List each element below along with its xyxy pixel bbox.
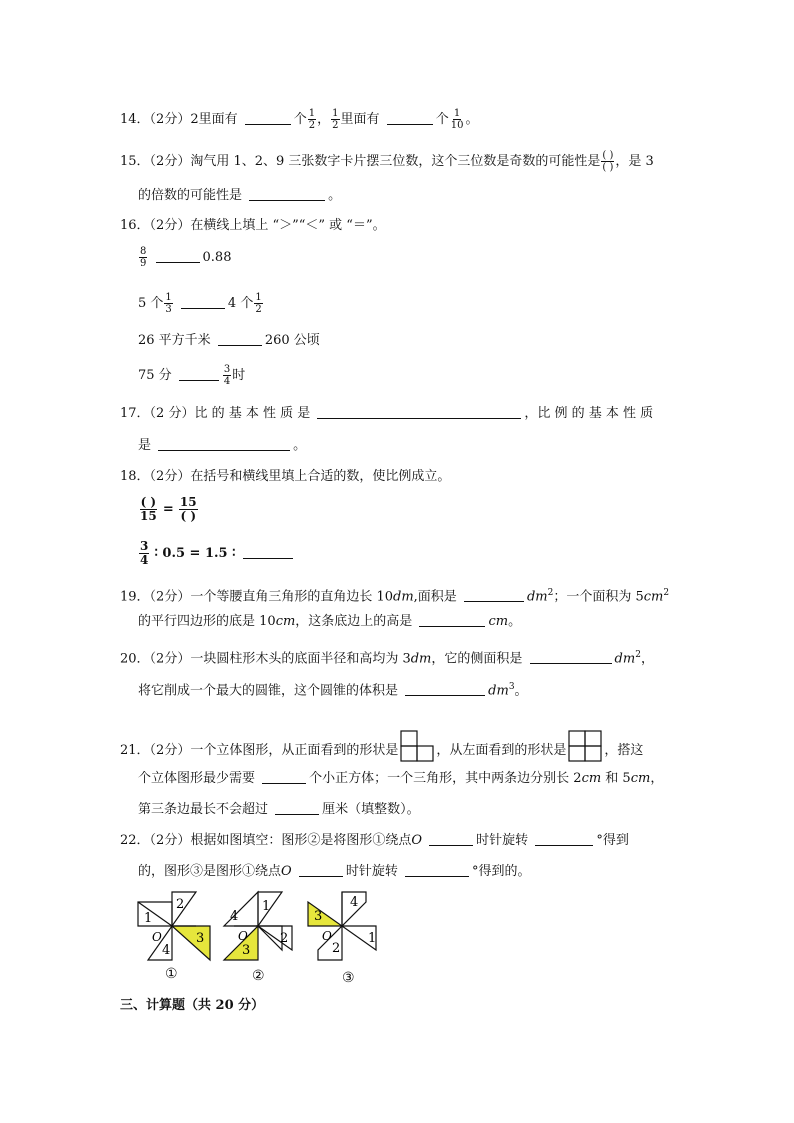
answer-blank[interactable] [405, 681, 485, 696]
fraction-blank[interactable]: $\frac{( )}{15}$ [140, 495, 157, 523]
point-o-label: O [152, 930, 162, 944]
question-14: 14．（2分）2里面有 个 $\frac{1}{2}$ ， $\frac{1}{2}$ 里面有 个 $\frac{1}{10}$ 。 [120, 108, 479, 131]
figure-label-3: ③ [342, 970, 355, 986]
pinwheel-figure-1 [136, 890, 212, 962]
answer-blank[interactable] [158, 436, 290, 451]
question-21: 21．（2分）一个立体图形，从正面看到的形状是 ，从左面看到的形状是 ，搭这 [120, 730, 643, 762]
fig-label: 3 [242, 943, 251, 958]
fraction: $\frac{3}{4}$ [140, 539, 149, 567]
fig-label: 3 [196, 931, 205, 946]
fraction: $\frac{1}{3}$ [165, 292, 172, 315]
fig-label: 4 [230, 909, 239, 924]
answer-blank[interactable] [249, 186, 325, 201]
proportion-2: $\frac{3}{4}$ ∶ 0.5 = 1.5 ∶ [138, 540, 296, 567]
fig-label: 3 [314, 909, 323, 924]
fig-label: 2 [280, 931, 289, 946]
front-view-icon [400, 730, 434, 762]
pinwheel-figure-2 [222, 890, 298, 962]
answer-blank[interactable] [299, 862, 343, 877]
fig-label: 1 [262, 899, 271, 914]
answer-blank[interactable] [317, 404, 521, 419]
question-22: 22．（2分）根据如图填空：图形②是将图形①绕点O 时针旋转 °得到 [120, 833, 629, 848]
question-17: 17．（2 分）比 的 基 本 性 质 是 ，比 例 的 基 本 性 质 [120, 406, 654, 421]
fraction: $\frac{1}{2}$ [308, 108, 316, 131]
fraction-blank[interactable]: $\frac{( )}{( )}$ [602, 150, 614, 173]
fig-label: 4 [162, 943, 171, 958]
answer-blank[interactable] [429, 831, 473, 846]
compare-row-4: 75 分 $\frac{3}{4}$ 时 [138, 364, 246, 387]
point-o-label: O [238, 929, 248, 943]
question-18: 18．（2分）在括号和横线里填上合适的数，使比例成立。 [120, 469, 451, 484]
answer-blank[interactable] [530, 649, 612, 664]
left-view-icon [568, 730, 602, 762]
answer-blank[interactable] [181, 294, 225, 309]
fig-label: 1 [368, 931, 377, 946]
question-15-cont: 的倍数的可能性是 。 [138, 188, 342, 203]
question-22-cont: 的，图形③是图形①绕点O 时针旋转 °得到的。 [138, 864, 531, 879]
fraction: $\frac{1}{2}$ [255, 292, 262, 315]
point-o-label: O [322, 929, 332, 943]
answer-blank[interactable] [464, 587, 524, 602]
compare-row-1: $\frac{8}{9}$ 0.88 [140, 246, 232, 269]
answer-blank[interactable] [387, 110, 433, 125]
answer-blank[interactable] [262, 769, 306, 784]
answer-blank[interactable] [243, 544, 293, 559]
compare-row-2: 5 个 $\frac{1}{3}$ 4 个 $\frac{1}{2}$ [138, 292, 262, 315]
fraction: $\frac{3}{4}$ [223, 364, 231, 387]
answer-blank[interactable] [179, 366, 219, 381]
question-21-cont2: 第三条边最长不会超过 厘米（填整数）。 [138, 802, 420, 817]
figure-label-1: ① [165, 966, 178, 982]
pinwheel-figure-3 [306, 890, 382, 962]
figure-label-2: ② [252, 968, 265, 984]
fraction: $\frac{1}{10}$ [450, 108, 464, 131]
proportion-1: $\frac{( )}{15}$ = $\frac{15}{( )}$ [140, 495, 197, 523]
answer-blank[interactable] [405, 862, 469, 877]
question-19-cont: 的平行四边形的底是 10cm，这条底边上的高是 cm。 [138, 614, 522, 629]
question-19: 19．（2分）一个等腰直角三角形的直角边长 10dm,面积是 $dm^2$；一个面积为 $5cm^2$ [120, 588, 670, 605]
answer-blank[interactable] [218, 331, 262, 346]
fraction: $\frac{8}{9}$ [140, 246, 147, 269]
fig-label: 2 [332, 941, 341, 956]
answer-blank[interactable] [156, 248, 200, 263]
fig-label: 4 [350, 895, 359, 910]
question-16: 16．（2分）在横线上填上 “＞”“＜” 或 “＝”。 [120, 218, 386, 233]
question-21-cont: 个立体图形最少需要 个小正方体；一个三角形，其中两条边分别长 2cm 和 5cm， [138, 771, 664, 786]
fig-label: 1 [144, 911, 153, 926]
compare-row-3: 26 平方千米 260 公顷 [138, 333, 320, 348]
answer-blank[interactable] [245, 110, 291, 125]
fig-label: 2 [176, 897, 185, 912]
fraction-blank[interactable]: $\frac{15}{( )}$ [179, 495, 197, 523]
answer-blank[interactable] [419, 612, 485, 627]
question-20-cont: 将它削成一个最大的圆锥，这个圆锥的体积是 $dm^3$。 [138, 682, 528, 699]
fraction: $\frac{1}{2}$ [332, 108, 339, 131]
answer-blank[interactable] [275, 800, 319, 815]
question-20: 20．（2分）一块圆柱形木头的底面半径和高均为 3dm，它的侧面积是 $dm^2$， [120, 650, 654, 667]
answer-blank[interactable] [535, 831, 593, 846]
question-15: 15．（2分）淘气用 1、2、9 三张数字卡片摆三位数，这个三位数是奇数的可能性是 $\frac{( )}{( )}$ ，是 3 [120, 150, 654, 173]
question-17-cont: 是 。 [138, 438, 307, 453]
section-heading: 三、计算题（共 20 分） [120, 998, 265, 1013]
